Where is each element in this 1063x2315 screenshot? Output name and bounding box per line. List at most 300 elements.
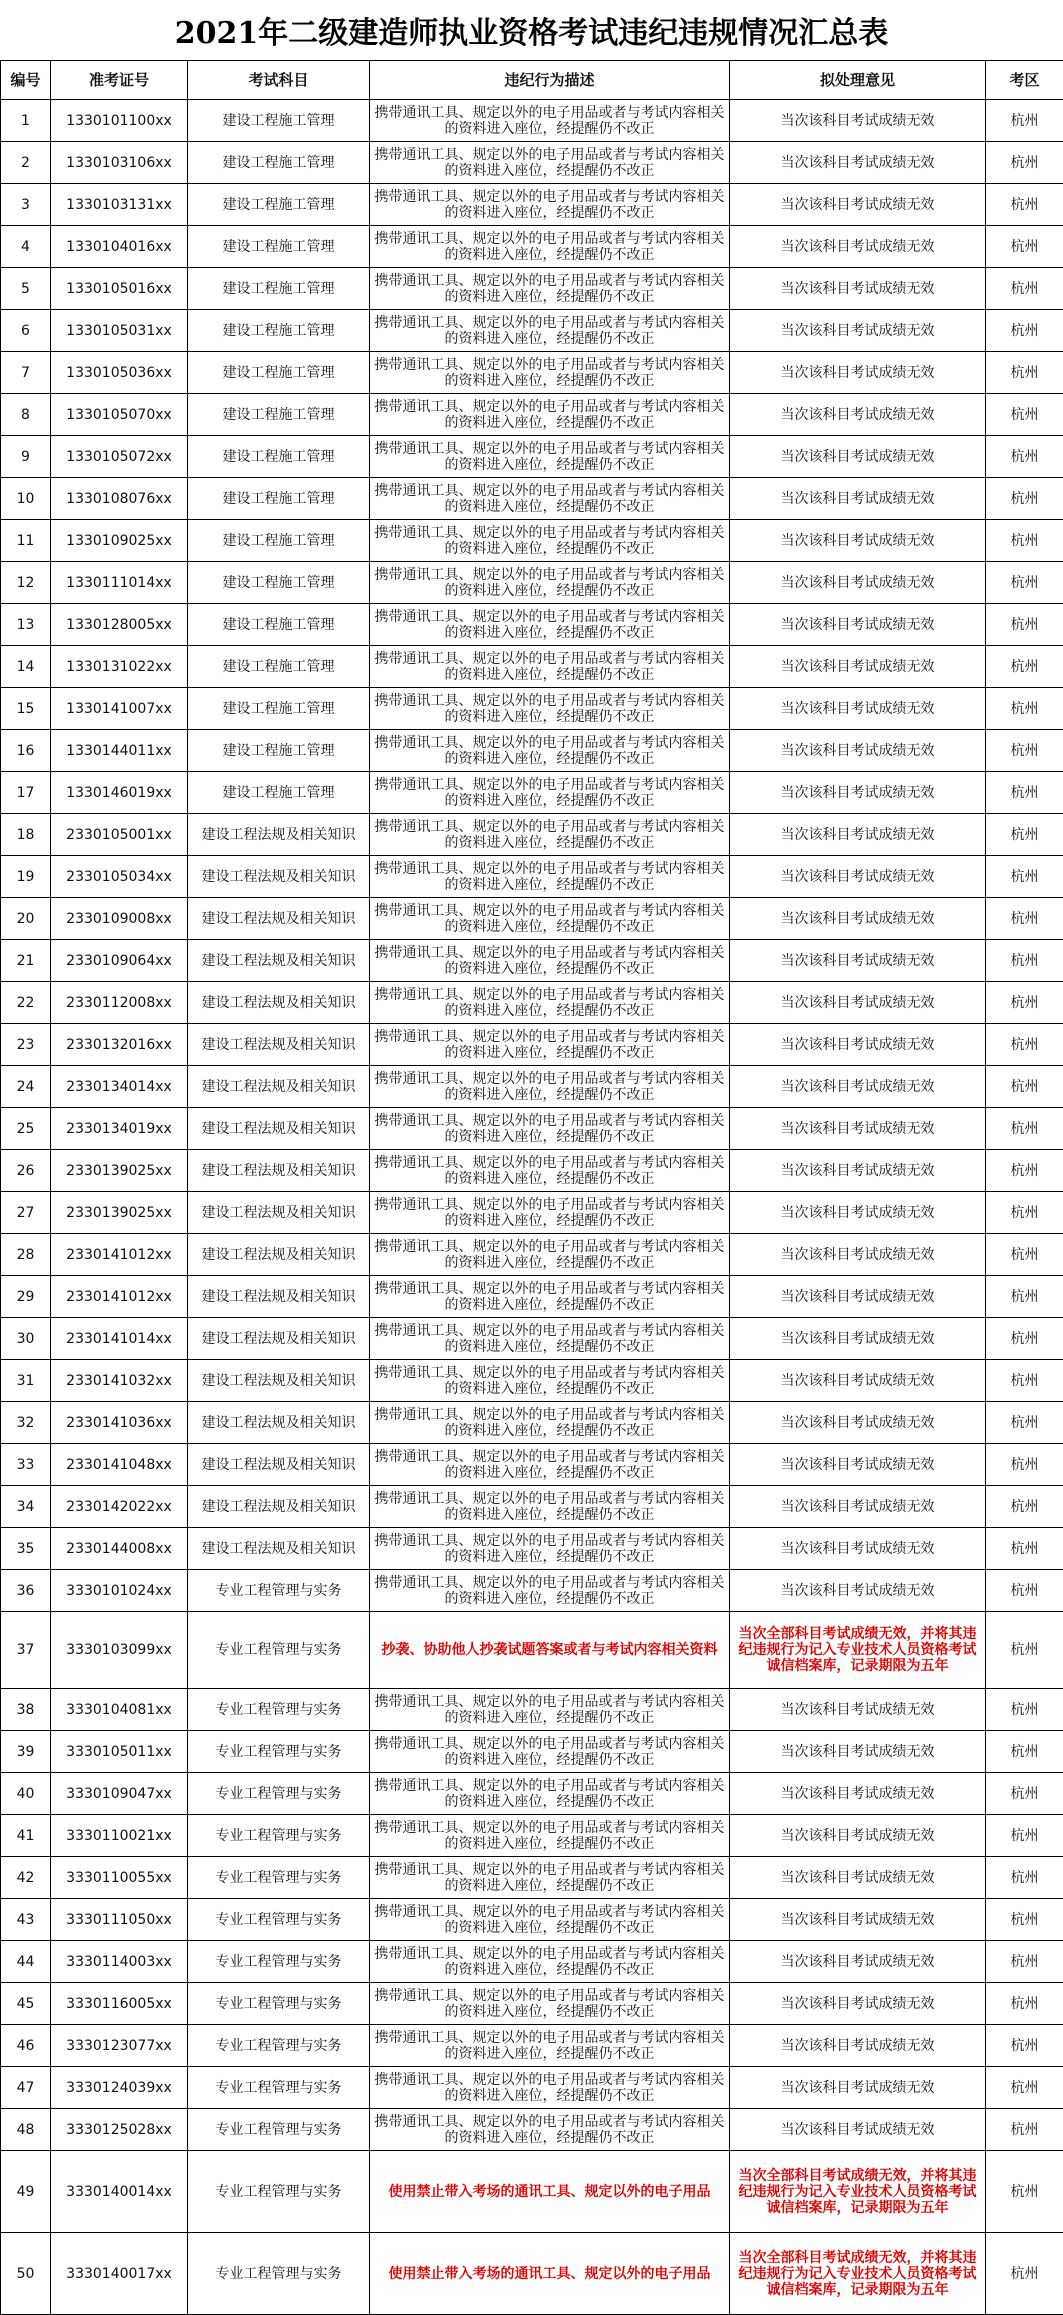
cell-area: 杭州 — [986, 940, 1063, 982]
cell-ticket: 2330141048xx — [51, 1444, 188, 1486]
cell-subject: 专业工程管理与实务 — [188, 2025, 370, 2067]
table-row — [1, 730, 1063, 772]
violations-table — [0, 60, 1063, 2315]
cell-decision: 当次该科目考试成绩无效 — [730, 1402, 986, 1444]
table-header-row — [1, 61, 1063, 100]
table-row — [1, 688, 1063, 730]
cell-decision: 当次该科目考试成绩无效 — [730, 100, 986, 142]
cell-behavior: 携带通讯工具、规定以外的电子用品或者与考试内容相关的资料进入座位，经提醒仍不改正 — [370, 1108, 730, 1150]
table-row — [1, 898, 1063, 940]
cell-subject: 专业工程管理与实务 — [188, 1857, 370, 1899]
cell-behavior: 携带通讯工具、规定以外的电子用品或者与考试内容相关的资料进入座位，经提醒仍不改正 — [370, 898, 730, 940]
cell-area: 杭州 — [986, 520, 1063, 562]
table-row — [1, 1444, 1063, 1486]
header-ticket: 准考证号 — [51, 61, 188, 100]
cell-area: 杭州 — [986, 1528, 1063, 1570]
cell-ticket: 1330141007xx — [51, 688, 188, 730]
cell-ticket: 3330140014xx — [51, 2151, 188, 2233]
cell-ticket: 2330141012xx — [51, 1234, 188, 1276]
cell-subject: 建设工程施工管理 — [188, 772, 370, 814]
cell-decision: 当次该科目考试成绩无效 — [730, 1360, 986, 1402]
cell-no: 11 — [1, 520, 51, 562]
cell-subject: 建设工程法规及相关知识 — [188, 1486, 370, 1528]
cell-behavior: 携带通讯工具、规定以外的电子用品或者与考试内容相关的资料进入座位，经提醒仍不改正 — [370, 1731, 730, 1773]
cell-behavior: 携带通讯工具、规定以外的电子用品或者与考试内容相关的资料进入座位，经提醒仍不改正 — [370, 142, 730, 184]
table-row — [1, 2233, 1063, 2315]
cell-ticket: 2330105034xx — [51, 856, 188, 898]
cell-ticket: 3330123077xx — [51, 2025, 188, 2067]
cell-no: 47 — [1, 2067, 51, 2109]
cell-no: 35 — [1, 1528, 51, 1570]
cell-area: 杭州 — [986, 1983, 1063, 2025]
cell-subject: 建设工程法规及相关知识 — [188, 940, 370, 982]
cell-subject: 建设工程施工管理 — [188, 688, 370, 730]
cell-area: 杭州 — [986, 2109, 1063, 2151]
cell-behavior: 携带通讯工具、规定以外的电子用品或者与考试内容相关的资料进入座位，经提醒仍不改正 — [370, 184, 730, 226]
header-decision: 拟处理意见 — [730, 61, 986, 100]
cell-subject: 建设工程施工管理 — [188, 310, 370, 352]
cell-no: 48 — [1, 2109, 51, 2151]
cell-behavior: 携带通讯工具、规定以外的电子用品或者与考试内容相关的资料进入座位，经提醒仍不改正 — [370, 268, 730, 310]
cell-ticket: 2330139025xx — [51, 1192, 188, 1234]
cell-ticket: 3330114003xx — [51, 1941, 188, 1983]
table-row — [1, 1108, 1063, 1150]
table-row — [1, 1066, 1063, 1108]
cell-no: 14 — [1, 646, 51, 688]
cell-behavior: 携带通讯工具、规定以外的电子用品或者与考试内容相关的资料进入座位，经提醒仍不改正 — [370, 1444, 730, 1486]
cell-no: 20 — [1, 898, 51, 940]
cell-decision: 当次该科目考试成绩无效 — [730, 520, 986, 562]
cell-subject: 专业工程管理与实务 — [188, 1899, 370, 1941]
cell-no: 16 — [1, 730, 51, 772]
cell-area: 杭州 — [986, 1857, 1063, 1899]
cell-ticket: 2330141036xx — [51, 1402, 188, 1444]
cell-area: 杭州 — [986, 1360, 1063, 1402]
table-row — [1, 1402, 1063, 1444]
cell-subject: 专业工程管理与实务 — [188, 1983, 370, 2025]
cell-decision: 当次该科目考试成绩无效 — [730, 1815, 986, 1857]
table-row — [1, 1150, 1063, 1192]
cell-ticket: 1330105036xx — [51, 352, 188, 394]
cell-subject: 建设工程施工管理 — [188, 478, 370, 520]
table-row — [1, 1857, 1063, 1899]
cell-ticket: 2330141012xx — [51, 1276, 188, 1318]
cell-ticket: 1330103131xx — [51, 184, 188, 226]
cell-no: 42 — [1, 1857, 51, 1899]
cell-decision: 当次该科目考试成绩无效 — [730, 646, 986, 688]
cell-decision: 当次该科目考试成绩无效 — [730, 2067, 986, 2109]
cell-behavior: 携带通讯工具、规定以外的电子用品或者与考试内容相关的资料进入座位，经提醒仍不改正 — [370, 100, 730, 142]
cell-ticket: 1330105016xx — [51, 268, 188, 310]
cell-behavior: 携带通讯工具、规定以外的电子用品或者与考试内容相关的资料进入座位，经提醒仍不改正 — [370, 1192, 730, 1234]
cell-ticket: 1330104016xx — [51, 226, 188, 268]
cell-subject: 专业工程管理与实务 — [188, 2151, 370, 2233]
table-row — [1, 520, 1063, 562]
cell-no: 33 — [1, 1444, 51, 1486]
cell-ticket: 2330112008xx — [51, 982, 188, 1024]
cell-no: 31 — [1, 1360, 51, 1402]
cell-ticket: 1330144011xx — [51, 730, 188, 772]
table-row — [1, 1318, 1063, 1360]
cell-subject: 专业工程管理与实务 — [188, 1612, 370, 1689]
table-row — [1, 1570, 1063, 1612]
cell-area: 杭州 — [986, 100, 1063, 142]
cell-area: 杭州 — [986, 268, 1063, 310]
cell-area: 杭州 — [986, 982, 1063, 1024]
cell-behavior: 携带通讯工具、规定以外的电子用品或者与考试内容相关的资料进入座位，经提醒仍不改正 — [370, 772, 730, 814]
cell-area: 杭州 — [986, 1899, 1063, 1941]
cell-area: 杭州 — [986, 184, 1063, 226]
table-row — [1, 436, 1063, 478]
cell-behavior: 携带通讯工具、规定以外的电子用品或者与考试内容相关的资料进入座位，经提醒仍不改正 — [370, 1815, 730, 1857]
cell-no: 7 — [1, 352, 51, 394]
table-row — [1, 1360, 1063, 1402]
cell-subject: 建设工程施工管理 — [188, 436, 370, 478]
cell-behavior: 携带通讯工具、规定以外的电子用品或者与考试内容相关的资料进入座位，经提醒仍不改正 — [370, 1024, 730, 1066]
cell-ticket: 3330105011xx — [51, 1731, 188, 1773]
cell-behavior: 携带通讯工具、规定以外的电子用品或者与考试内容相关的资料进入座位，经提醒仍不改正 — [370, 1276, 730, 1318]
cell-no: 8 — [1, 394, 51, 436]
cell-behavior: 携带通讯工具、规定以外的电子用品或者与考试内容相关的资料进入座位，经提醒仍不改正 — [370, 520, 730, 562]
cell-ticket: 1330105070xx — [51, 394, 188, 436]
cell-area: 杭州 — [986, 2151, 1063, 2233]
cell-area: 杭州 — [986, 1192, 1063, 1234]
table-row — [1, 1815, 1063, 1857]
cell-no: 22 — [1, 982, 51, 1024]
cell-decision: 当次该科目考试成绩无效 — [730, 982, 986, 1024]
cell-no: 5 — [1, 268, 51, 310]
cell-behavior: 携带通讯工具、规定以外的电子用品或者与考试内容相关的资料进入座位，经提醒仍不改正 — [370, 436, 730, 478]
cell-no: 34 — [1, 1486, 51, 1528]
cell-behavior: 携带通讯工具、规定以外的电子用品或者与考试内容相关的资料进入座位，经提醒仍不改正 — [370, 2025, 730, 2067]
cell-area: 杭州 — [986, 2067, 1063, 2109]
cell-behavior: 携带通讯工具、规定以外的电子用品或者与考试内容相关的资料进入座位，经提醒仍不改正 — [370, 1066, 730, 1108]
cell-no: 41 — [1, 1815, 51, 1857]
table-row — [1, 646, 1063, 688]
table-row — [1, 604, 1063, 646]
header-subject: 考试科目 — [188, 61, 370, 100]
cell-ticket: 1330131022xx — [51, 646, 188, 688]
cell-no: 37 — [1, 1612, 51, 1689]
cell-subject: 建设工程施工管理 — [188, 184, 370, 226]
cell-behavior: 携带通讯工具、规定以外的电子用品或者与考试内容相关的资料进入座位，经提醒仍不改正 — [370, 856, 730, 898]
cell-no: 3 — [1, 184, 51, 226]
cell-no: 39 — [1, 1731, 51, 1773]
cell-ticket: 3330110021xx — [51, 1815, 188, 1857]
cell-area: 杭州 — [986, 1486, 1063, 1528]
cell-decision: 当次该科目考试成绩无效 — [730, 1234, 986, 1276]
cell-no: 21 — [1, 940, 51, 982]
header-behavior: 违纪行为描述 — [370, 61, 730, 100]
table-row — [1, 478, 1063, 520]
cell-decision: 当次该科目考试成绩无效 — [730, 1066, 986, 1108]
cell-no: 9 — [1, 436, 51, 478]
cell-ticket: 2330141032xx — [51, 1360, 188, 1402]
cell-decision: 当次该科目考试成绩无效 — [730, 1570, 986, 1612]
cell-no: 2 — [1, 142, 51, 184]
cell-area: 杭州 — [986, 436, 1063, 478]
table-row — [1, 394, 1063, 436]
table-row — [1, 1773, 1063, 1815]
cell-area: 杭州 — [986, 646, 1063, 688]
cell-subject: 建设工程法规及相关知识 — [188, 1066, 370, 1108]
cell-ticket: 2330109008xx — [51, 898, 188, 940]
cell-area: 杭州 — [986, 1234, 1063, 1276]
cell-no: 27 — [1, 1192, 51, 1234]
cell-behavior: 携带通讯工具、规定以外的电子用品或者与考试内容相关的资料进入座位，经提醒仍不改正 — [370, 1570, 730, 1612]
cell-behavior: 携带通讯工具、规定以外的电子用品或者与考试内容相关的资料进入座位，经提醒仍不改正 — [370, 1318, 730, 1360]
table-row — [1, 2151, 1063, 2233]
cell-behavior: 携带通讯工具、规定以外的电子用品或者与考试内容相关的资料进入座位，经提醒仍不改正 — [370, 394, 730, 436]
table-row — [1, 1234, 1063, 1276]
cell-area: 杭州 — [986, 1108, 1063, 1150]
cell-behavior: 携带通讯工具、规定以外的电子用品或者与考试内容相关的资料进入座位，经提醒仍不改正 — [370, 646, 730, 688]
cell-decision: 当次该科目考试成绩无效 — [730, 2025, 986, 2067]
cell-no: 38 — [1, 1689, 51, 1731]
cell-decision: 当次该科目考试成绩无效 — [730, 394, 986, 436]
cell-decision: 当次全部科目考试成绩无效，并将其违纪违规行为记入专业技术人员资格考试诚信档案库，记录期限为五年 — [730, 1612, 986, 1689]
header-no: 编号 — [1, 61, 51, 100]
table-row — [1, 352, 1063, 394]
cell-subject: 建设工程法规及相关知识 — [188, 898, 370, 940]
cell-area: 杭州 — [986, 604, 1063, 646]
table-row — [1, 1276, 1063, 1318]
cell-area: 杭州 — [986, 730, 1063, 772]
cell-subject: 建设工程施工管理 — [188, 394, 370, 436]
cell-subject: 建设工程法规及相关知识 — [188, 1528, 370, 1570]
cell-behavior: 携带通讯工具、规定以外的电子用品或者与考试内容相关的资料进入座位，经提醒仍不改正 — [370, 1899, 730, 1941]
cell-decision: 当次该科目考试成绩无效 — [730, 856, 986, 898]
table-row — [1, 772, 1063, 814]
cell-decision: 当次该科目考试成绩无效 — [730, 310, 986, 352]
cell-subject: 建设工程法规及相关知识 — [188, 1276, 370, 1318]
cell-subject: 建设工程施工管理 — [188, 562, 370, 604]
cell-area: 杭州 — [986, 394, 1063, 436]
cell-no: 13 — [1, 604, 51, 646]
cell-no: 26 — [1, 1150, 51, 1192]
table-row — [1, 2109, 1063, 2151]
cell-decision: 当次该科目考试成绩无效 — [730, 184, 986, 226]
cell-ticket: 3330101024xx — [51, 1570, 188, 1612]
cell-area: 杭州 — [986, 772, 1063, 814]
cell-area: 杭州 — [986, 226, 1063, 268]
cell-subject: 专业工程管理与实务 — [188, 1773, 370, 1815]
cell-decision: 当次该科目考试成绩无效 — [730, 604, 986, 646]
cell-decision: 当次该科目考试成绩无效 — [730, 1941, 986, 1983]
cell-subject: 建设工程法规及相关知识 — [188, 814, 370, 856]
cell-subject: 专业工程管理与实务 — [188, 2109, 370, 2151]
cell-area: 杭州 — [986, 1731, 1063, 1773]
cell-area: 杭州 — [986, 1689, 1063, 1731]
cell-area: 杭州 — [986, 856, 1063, 898]
cell-decision: 当次该科目考试成绩无效 — [730, 730, 986, 772]
cell-decision: 当次该科目考试成绩无效 — [730, 1276, 986, 1318]
cell-behavior: 携带通讯工具、规定以外的电子用品或者与考试内容相关的资料进入座位，经提醒仍不改正 — [370, 2109, 730, 2151]
cell-decision: 当次该科目考试成绩无效 — [730, 478, 986, 520]
table-row — [1, 142, 1063, 184]
cell-behavior: 携带通讯工具、规定以外的电子用品或者与考试内容相关的资料进入座位，经提醒仍不改正 — [370, 688, 730, 730]
table-row — [1, 814, 1063, 856]
table-row — [1, 1024, 1063, 1066]
cell-area: 杭州 — [986, 1941, 1063, 1983]
cell-subject: 建设工程施工管理 — [188, 520, 370, 562]
cell-ticket: 1330109025xx — [51, 520, 188, 562]
cell-subject: 建设工程法规及相关知识 — [188, 1150, 370, 1192]
table-row — [1, 1731, 1063, 1773]
table-row — [1, 1941, 1063, 1983]
cell-area: 杭州 — [986, 1444, 1063, 1486]
cell-subject: 建设工程施工管理 — [188, 646, 370, 688]
cell-no: 23 — [1, 1024, 51, 1066]
cell-ticket: 2330142022xx — [51, 1486, 188, 1528]
cell-area: 杭州 — [986, 1612, 1063, 1689]
table-row — [1, 100, 1063, 142]
cell-subject: 建设工程法规及相关知识 — [188, 1108, 370, 1150]
cell-decision: 当次该科目考试成绩无效 — [730, 1024, 986, 1066]
cell-decision: 当次该科目考试成绩无效 — [730, 2109, 986, 2151]
cell-subject: 建设工程施工管理 — [188, 268, 370, 310]
cell-subject: 建设工程法规及相关知识 — [188, 856, 370, 898]
cell-decision: 当次该科目考试成绩无效 — [730, 1983, 986, 2025]
cell-no: 49 — [1, 2151, 51, 2233]
cell-ticket: 3330111050xx — [51, 1899, 188, 1941]
cell-ticket: 3330109047xx — [51, 1773, 188, 1815]
cell-subject: 建设工程施工管理 — [188, 352, 370, 394]
table-row — [1, 1486, 1063, 1528]
cell-no: 40 — [1, 1773, 51, 1815]
cell-ticket: 3330116005xx — [51, 1983, 188, 2025]
cell-decision: 当次该科目考试成绩无效 — [730, 1150, 986, 1192]
cell-ticket: 1330101100xx — [51, 100, 188, 142]
cell-behavior: 携带通讯工具、规定以外的电子用品或者与考试内容相关的资料进入座位，经提醒仍不改正 — [370, 604, 730, 646]
cell-subject: 建设工程法规及相关知识 — [188, 1318, 370, 1360]
cell-subject: 建设工程施工管理 — [188, 100, 370, 142]
cell-ticket: 1330128005xx — [51, 604, 188, 646]
cell-area: 杭州 — [986, 562, 1063, 604]
cell-subject: 建设工程法规及相关知识 — [188, 1024, 370, 1066]
cell-decision: 当次该科目考试成绩无效 — [730, 1192, 986, 1234]
cell-behavior: 携带通讯工具、规定以外的电子用品或者与考试内容相关的资料进入座位，经提醒仍不改正 — [370, 2067, 730, 2109]
table-row — [1, 1983, 1063, 2025]
cell-subject: 建设工程法规及相关知识 — [188, 1360, 370, 1402]
cell-subject: 建设工程法规及相关知识 — [188, 1192, 370, 1234]
cell-no: 43 — [1, 1899, 51, 1941]
cell-no: 28 — [1, 1234, 51, 1276]
header-area: 考区 — [986, 61, 1063, 100]
cell-ticket: 1330105072xx — [51, 436, 188, 478]
cell-no: 15 — [1, 688, 51, 730]
cell-no: 24 — [1, 1066, 51, 1108]
cell-behavior: 携带通讯工具、规定以外的电子用品或者与考试内容相关的资料进入座位，经提醒仍不改正 — [370, 310, 730, 352]
cell-behavior: 携带通讯工具、规定以外的电子用品或者与考试内容相关的资料进入座位，经提醒仍不改正 — [370, 1528, 730, 1570]
cell-subject: 专业工程管理与实务 — [188, 1689, 370, 1731]
cell-area: 杭州 — [986, 1318, 1063, 1360]
cell-no: 44 — [1, 1941, 51, 1983]
table-row — [1, 2067, 1063, 2109]
table-row — [1, 1528, 1063, 1570]
table-row — [1, 856, 1063, 898]
cell-ticket: 2330144008xx — [51, 1528, 188, 1570]
cell-behavior: 携带通讯工具、规定以外的电子用品或者与考试内容相关的资料进入座位，经提醒仍不改正 — [370, 940, 730, 982]
cell-decision: 当次该科目考试成绩无效 — [730, 688, 986, 730]
cell-subject: 专业工程管理与实务 — [188, 1570, 370, 1612]
cell-decision: 当次全部科目考试成绩无效，并将其违纪违规行为记入专业技术人员资格考试诚信档案库，记录期限为五年 — [730, 2233, 986, 2315]
cell-ticket: 1330111014xx — [51, 562, 188, 604]
cell-no: 29 — [1, 1276, 51, 1318]
cell-subject: 建设工程施工管理 — [188, 226, 370, 268]
table-row — [1, 562, 1063, 604]
cell-behavior: 携带通讯工具、规定以外的电子用品或者与考试内容相关的资料进入座位，经提醒仍不改正 — [370, 478, 730, 520]
cell-subject: 建设工程法规及相关知识 — [188, 982, 370, 1024]
cell-ticket: 1330105031xx — [51, 310, 188, 352]
cell-behavior: 使用禁止带入考场的通讯工具、规定以外的电子用品 — [370, 2233, 730, 2315]
cell-area: 杭州 — [986, 1066, 1063, 1108]
cell-area: 杭州 — [986, 2233, 1063, 2315]
cell-decision: 当次该科目考试成绩无效 — [730, 814, 986, 856]
cell-area: 杭州 — [986, 1024, 1063, 1066]
table-row — [1, 1612, 1063, 1689]
cell-behavior: 携带通讯工具、规定以外的电子用品或者与考试内容相关的资料进入座位，经提醒仍不改正 — [370, 814, 730, 856]
cell-behavior: 携带通讯工具、规定以外的电子用品或者与考试内容相关的资料进入座位，经提醒仍不改正 — [370, 1689, 730, 1731]
cell-behavior: 携带通讯工具、规定以外的电子用品或者与考试内容相关的资料进入座位，经提醒仍不改正 — [370, 1402, 730, 1444]
cell-decision: 当次该科目考试成绩无效 — [730, 1108, 986, 1150]
cell-ticket: 2330134019xx — [51, 1108, 188, 1150]
table-row — [1, 310, 1063, 352]
table-row — [1, 982, 1063, 1024]
cell-ticket: 3330140017xx — [51, 2233, 188, 2315]
cell-area: 杭州 — [986, 2025, 1063, 2067]
cell-no: 30 — [1, 1318, 51, 1360]
cell-area: 杭州 — [986, 1815, 1063, 1857]
cell-decision: 当次该科目考试成绩无效 — [730, 1773, 986, 1815]
cell-decision: 当次该科目考试成绩无效 — [730, 772, 986, 814]
cell-decision: 当次该科目考试成绩无效 — [730, 1318, 986, 1360]
cell-decision: 当次全部科目考试成绩无效，并将其违纪违规行为记入专业技术人员资格考试诚信档案库，记录期限为五年 — [730, 2151, 986, 2233]
table-row — [1, 1192, 1063, 1234]
cell-subject: 专业工程管理与实务 — [188, 1941, 370, 1983]
cell-subject: 专业工程管理与实务 — [188, 2067, 370, 2109]
table-body — [1, 100, 1063, 2315]
cell-area: 杭州 — [986, 1570, 1063, 1612]
cell-ticket: 1330146019xx — [51, 772, 188, 814]
cell-subject: 专业工程管理与实务 — [188, 1815, 370, 1857]
cell-decision: 当次该科目考试成绩无效 — [730, 898, 986, 940]
cell-behavior: 携带通讯工具、规定以外的电子用品或者与考试内容相关的资料进入座位，经提醒仍不改正 — [370, 1941, 730, 1983]
cell-no: 32 — [1, 1402, 51, 1444]
cell-behavior: 携带通讯工具、规定以外的电子用品或者与考试内容相关的资料进入座位，经提醒仍不改正 — [370, 1486, 730, 1528]
cell-subject: 专业工程管理与实务 — [188, 2233, 370, 2315]
cell-behavior: 携带通讯工具、规定以外的电子用品或者与考试内容相关的资料进入座位，经提醒仍不改正 — [370, 1360, 730, 1402]
cell-subject: 建设工程施工管理 — [188, 142, 370, 184]
cell-area: 杭州 — [986, 1150, 1063, 1192]
cell-ticket: 3330110055xx — [51, 1857, 188, 1899]
cell-area: 杭州 — [986, 478, 1063, 520]
cell-ticket: 2330139025xx — [51, 1150, 188, 1192]
cell-behavior: 携带通讯工具、规定以外的电子用品或者与考试内容相关的资料进入座位，经提醒仍不改正 — [370, 352, 730, 394]
table-row — [1, 268, 1063, 310]
cell-behavior: 携带通讯工具、规定以外的电子用品或者与考试内容相关的资料进入座位，经提醒仍不改正 — [370, 1773, 730, 1815]
table-row — [1, 184, 1063, 226]
cell-subject: 建设工程法规及相关知识 — [188, 1444, 370, 1486]
cell-no: 10 — [1, 478, 51, 520]
cell-area: 杭州 — [986, 1402, 1063, 1444]
cell-no: 46 — [1, 2025, 51, 2067]
cell-decision: 当次该科目考试成绩无效 — [730, 226, 986, 268]
cell-no: 12 — [1, 562, 51, 604]
cell-behavior: 携带通讯工具、规定以外的电子用品或者与考试内容相关的资料进入座位，经提醒仍不改正 — [370, 226, 730, 268]
table-row — [1, 1899, 1063, 1941]
document-title: 2021年二级建造师执业资格考试违纪违规情况汇总表 — [0, 0, 1063, 60]
